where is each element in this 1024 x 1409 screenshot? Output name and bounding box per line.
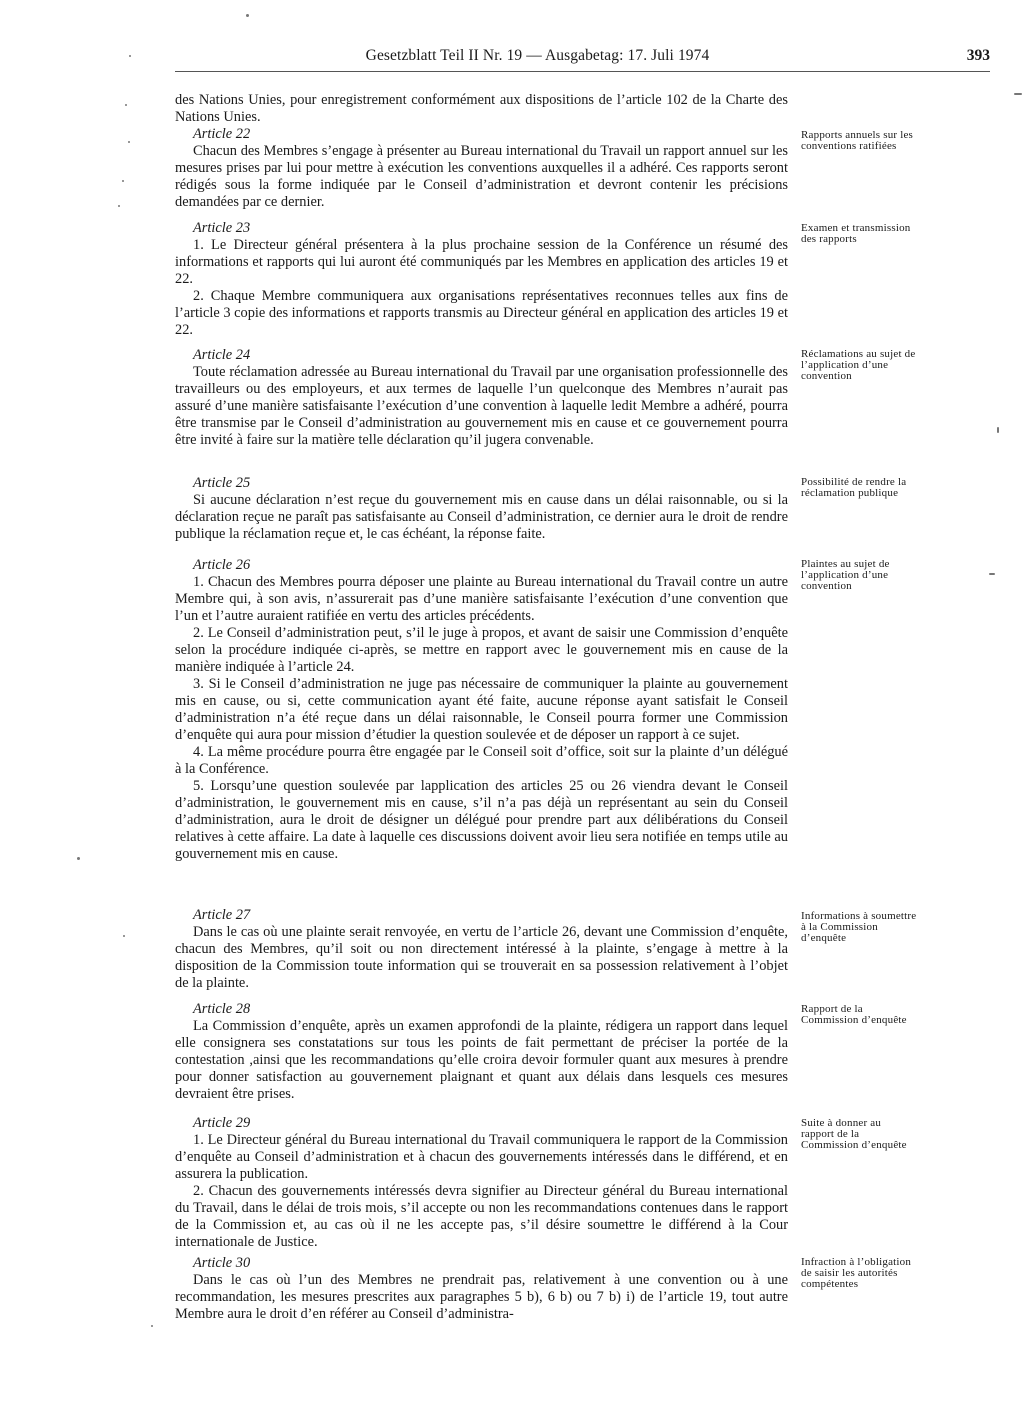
article-heading: Article 29 <box>193 1115 251 1131</box>
article-28 <box>175 1001 788 1103</box>
article-paragraph: 1. Le Directeur général présentera à la plus prochaine session de la Conférence un résumé des informations et rapports qui lui auront été communiqués par les Membres en application des articles 19 et 22. <box>175 237 788 287</box>
intro-paragraph: des Nations Unies, pour enregistrement conformément aux dispositions de l’article 102 de la Charte des Nations Unies. <box>175 92 788 125</box>
margin-note: Plaintes au sujet de l’application d’une convention <box>801 558 890 592</box>
article-paragraph: Chacun des Membres s’engage à présenter au Bureau international du Travail un rapport annuel sur les mesures prises par lui pour mettre à exécution les conventions auxquelles il a adhéré. Ces rapports seront rédigés sous la forme indiquée par le Conseil d’administration et devront contenir les précisions demandées par ce dernier. <box>175 143 788 210</box>
scan-speck <box>123 935 125 937</box>
margin-note: Suite à donner au rapport de la Commission d’enquête <box>801 1117 907 1151</box>
header-rule <box>175 71 990 72</box>
margin-note: Infraction à l’obligation de saisir les autorités compétentes <box>801 1256 912 1290</box>
margin-note: Rapport de la Commission d’enquête <box>801 1003 907 1026</box>
margin-note: Examen et transmission des rapports <box>801 222 911 245</box>
article-paragraph: 2. Chacun des gouvernements intéressés devra signifier au Directeur général du Bureau international du Travail, dans le délai de trois mois, s’il accepte ou non les recommandations contenues dans le rapport de la Commission et, au cas où il ne les accepte pas, s’il désire soumettre le différend à la Cour internationale de Justice. <box>175 1183 788 1250</box>
scan-speck <box>128 141 130 143</box>
scan-speck <box>1014 93 1022 95</box>
scan-speck <box>118 205 120 207</box>
intro-block <box>175 92 788 126</box>
article-heading: Article 30 <box>193 1255 251 1271</box>
article-heading: Article 22 <box>193 126 251 142</box>
article-paragraph: La Commission d’enquête, après un examen approfondi de la plainte, rédigera un rapport dans lequel elle consignera ses constatations sur tous les points de fait permettant de préciser la portée de la contestation ,ainsi que les recommandations qu’elle croira devoir formuler quant aux mesures à prendre pour donner satisfaction au gouvernement plaignant et quant aux délais dans lesquels ces mesures devraient être prises. <box>175 1018 788 1102</box>
article-27 <box>175 907 788 992</box>
scan-speck <box>129 55 131 57</box>
margin-note: Informations à soumettre à la Commission d’enquête <box>801 910 917 944</box>
article-heading: Article 28 <box>193 1001 251 1017</box>
article-paragraph: 1. Le Directeur général du Bureau international du Travail communiquera le rapport de la Commission d’enquête au Conseil d’administration et à chacun des gouvernements intéressés dans le différend, et en assurera la publication. <box>175 1132 788 1182</box>
article-25 <box>175 475 788 543</box>
article-paragraph: 1. Chacun des Membres pourra déposer une plainte au Bureau international du Travail contre un autre Membre qui, à son avis, n’assurerait pas d’une manière satisfaisante l’exécution d’une convention que l’un et l’autre auraient ratifiée en vertu des articles précédents. <box>175 574 788 624</box>
article-paragraph: 2. Le Conseil d’administration peut, s’il le juge à propos, et avant de saisir une Commission d’enquête selon la procédure indiquée ci-après, se mettre en rapport avec le gouvernement mis en cause de la manière indiquée à l’article 24. <box>175 625 788 675</box>
margin-note: Réclamations au sujet de l’application d’une convention <box>801 348 916 382</box>
margin-note: Rapports annuels sur les conventions ratifiées <box>801 129 914 152</box>
article-22 <box>175 126 788 211</box>
article-heading: Article 23 <box>193 220 251 236</box>
article-30 <box>175 1255 788 1323</box>
page-header <box>175 47 990 69</box>
scan-speck <box>122 180 124 182</box>
scan-speck <box>246 14 249 17</box>
article-29 <box>175 1115 788 1251</box>
scan-speck <box>997 427 999 433</box>
article-heading: Article 26 <box>193 557 251 573</box>
article-26 <box>175 557 788 863</box>
article-paragraph: 5. Lorsqu’une question soulevée par lapplication des articles 25 ou 26 viendra devant le Conseil d’administration, le gouvernement mis en cause, s’il n’a pas déjà un représentant au sein du Conseil d’administration, aura le droit de désigner un délégué pour prendre part aux délibérations du Conseil relatives à cette affaire. La date à laquelle ces discussions doivent avoir lieu sera notifiée en temps utile au gouvernement mis en cause. <box>175 778 788 862</box>
article-paragraph: 2. Chaque Membre communiquera aux organisations représentatives reconnues telles aux fins de l’article 3 copie des informations et rapports transmis au Directeur général en application des articles 19 et 22. <box>175 288 788 338</box>
scan-speck <box>151 1325 153 1327</box>
article-heading: Article 24 <box>193 347 251 363</box>
scan-speck <box>77 857 80 860</box>
article-heading: Article 27 <box>193 907 251 923</box>
article-paragraph: 4. La même procédure pourra être engagée par le Conseil soit d’office, soit sur la plainte d’un délégué à la Conférence. <box>175 744 788 777</box>
article-paragraph: Toute réclamation adressée au Bureau international du Travail par une organisation professionnelle des travailleurs ou des employeurs, et aux termes de laquelle l’un quelconque des Membres n’aurait pas assuré d’une manière satisfaisante l’exécution d’une convention à laquelle ledit Membre a adhéré, pourra être transmise par le Conseil d’administration au gouvernement mis en cause et ce gouvernement pourra être invité à faire sur la matière telle déclaration qu’il jugera convenable. <box>175 364 788 448</box>
article-paragraph: 3. Si le Conseil d’administration ne juge pas nécessaire de communiquer la plainte au gouvernement mis en cause, ou si, cette communication ayant été faite, aucune réponse ayant satisfait le Conseil d’administration n’a été reçue dans un délai raisonnable, le Conseil pourra former une Commission d’enquête qui aura pour mission d’étudier la question soulevée et de déposer un rapport à ce sujet. <box>175 676 788 743</box>
scan-speck <box>125 104 127 106</box>
gazette-title: Gesetzblatt Teil II Nr. 19 — Ausgabetag: 17. Juli 1974 <box>365 47 710 64</box>
margin-note: Possibilité de rendre la réclamation publique <box>801 476 907 499</box>
scan-speck <box>989 573 995 575</box>
article-paragraph: Dans le cas où une plainte serait renvoyée, en vertu de l’article 26, devant une Commission d’enquête, chacun des Membres, qu’il soit ou non directement intéressé à la plainte, s’engage à mettre à la disposition de la Commission toute information qui se trouverait en sa possession relativement à l’objet de la plainte. <box>175 924 788 991</box>
article-paragraph: Si aucune déclaration n’est reçue du gouvernement mis en cause dans un délai raisonnable, ou si la déclaration reçue ne paraît pas satisfaisante au Conseil d’administration, ce dernier aura le droit de rendre publique la réclamation reçue et, le cas échéant, la réponse faite. <box>175 492 788 542</box>
article-heading: Article 25 <box>193 475 251 491</box>
article-23 <box>175 220 788 339</box>
article-paragraph: Dans le cas où l’un des Membres ne prendrait pas, relativement à une convention ou à une recommandation, les mesures prescrites aux paragraphes 5 b), 6 b) ou 7 b) i) de l’article 19, tout autre Membre aura le droit d’en référer au Conseil d’administra- <box>175 1272 788 1322</box>
article-24 <box>175 347 788 449</box>
page-number: 393 <box>966 47 990 64</box>
